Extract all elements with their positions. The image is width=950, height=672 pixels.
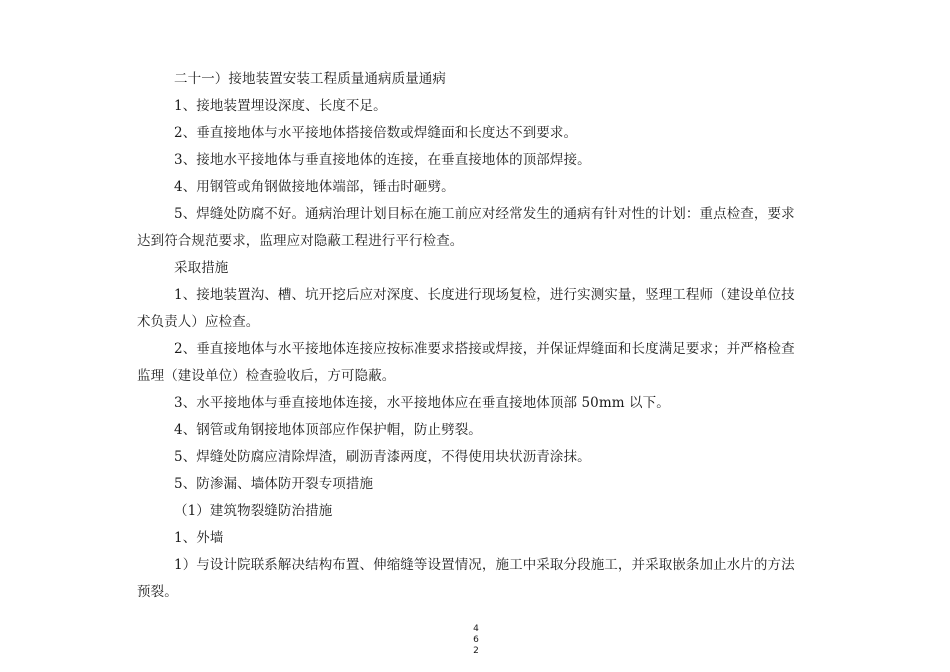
paragraph-line: 4、用钢管或角钢做接地体端部，锤击时砸劈。 bbox=[174, 179, 455, 195]
paragraph-line: 4、钢管或角钢接地体顶部应作保护帽，防止劈裂。 bbox=[174, 422, 482, 438]
paragraph-line: 3、接地水平接地体与垂直接地体的连接，在垂直接地体的顶部焊接。 bbox=[174, 152, 591, 168]
paragraph-line: 2、垂直接地体与水平接地体连接应按标准要求搭接或焊接，并保证焊缝面和长度满足要求；并严格检查 bbox=[174, 341, 795, 357]
paragraph-line: 监理（建设单位）检查验收后，方可隐蔽。 bbox=[137, 368, 396, 384]
paragraph-line: 2、垂直接地体与水平接地体搭接倍数或焊缝面和长度达不到要求。 bbox=[174, 125, 578, 141]
subsection-heading: 1、外墙 bbox=[174, 530, 224, 546]
paragraph-line: 5、焊缝处防腐应清除焊渣，刷沥青漆两度，不得使用块状沥青涂抹。 bbox=[174, 449, 591, 465]
paragraph-line: 术负责人）应检查。 bbox=[137, 314, 260, 330]
page-number-digit: 6 bbox=[473, 635, 479, 645]
page-number-digit: 4 bbox=[473, 624, 479, 634]
page-number-digit: 2 bbox=[473, 646, 479, 656]
paragraph-line: 1、接地装置埋设深度、长度不足。 bbox=[174, 98, 387, 114]
paragraph-line: 3、水平接地体与垂直接地体连接，水平接地体应在垂直接地体顶部 50mm 以下。 bbox=[174, 395, 670, 411]
paragraph-line: 5、焊缝处防腐不好。通病治理计划目标在施工前应对经常发生的通病有针对性的计划：重点检查，要求 bbox=[174, 206, 795, 222]
paragraph-line: 预裂。 bbox=[137, 584, 178, 600]
section-heading: 5、防渗漏、墙体防开裂专项措施 bbox=[174, 476, 374, 492]
paragraph-line: 1、接地装置沟、槽、坑开挖后应对深度、长度进行现场复检，进行实测实量，竖理工程师（建设单位技 bbox=[174, 287, 795, 303]
paragraph-line: 达到符合规范要求，监理应对隐蔽工程进行平行检查。 bbox=[137, 233, 464, 249]
paragraph-line: 1）与设计院联系解决结构布置、伸缩缝等设置情况，施工中采取分段施工，并采取嵌条加止水片的方法 bbox=[174, 557, 795, 573]
section-heading: 二十一）接地装置安装工程质量通病质量通病 bbox=[174, 71, 446, 87]
subsection-heading: （1）建筑物裂缝防治措施 bbox=[174, 503, 333, 519]
page-number bbox=[470, 624, 482, 657]
subsection-heading: 采取措施 bbox=[174, 260, 229, 276]
